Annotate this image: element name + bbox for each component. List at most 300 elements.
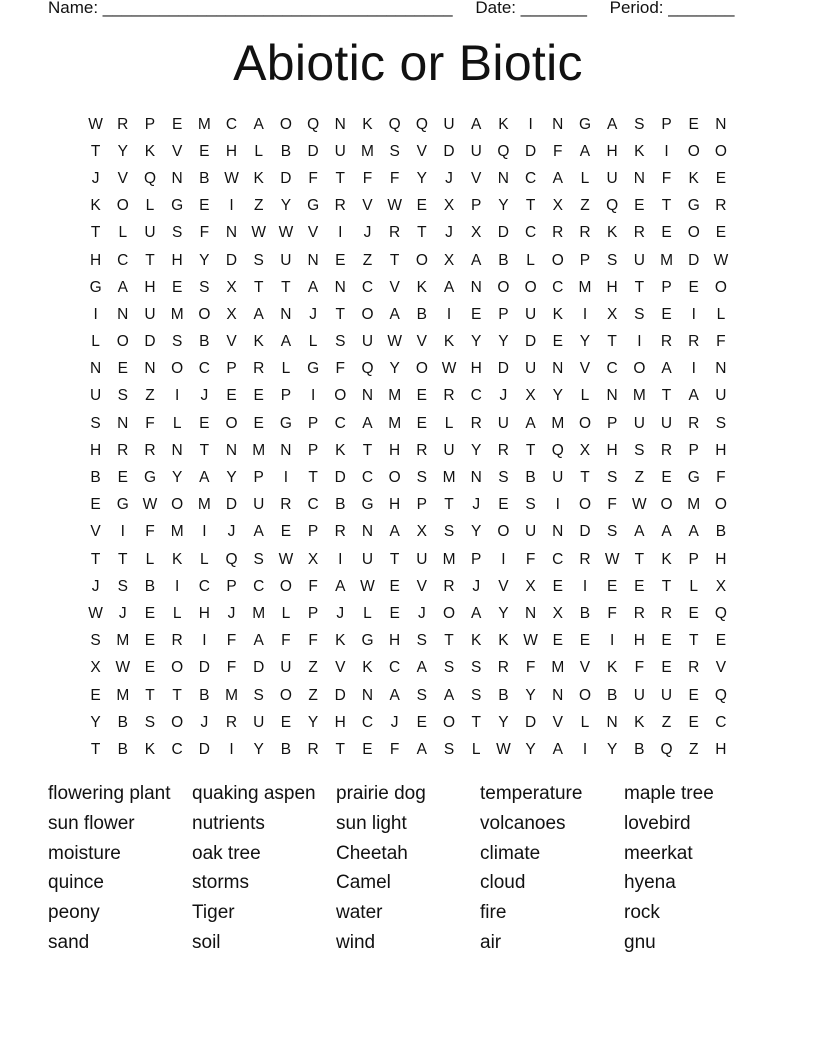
grid-letter[interactable]: D — [334, 469, 346, 487]
name-field[interactable]: Name: _____________________________________ — [48, 0, 453, 17]
grid-letter[interactable]: R — [389, 224, 401, 242]
grid-letter[interactable]: A — [389, 686, 400, 704]
grid-letter[interactable]: L — [145, 197, 155, 215]
grid-letter[interactable]: N — [715, 360, 727, 378]
grid-letter[interactable]: A — [471, 251, 482, 269]
grid-letter[interactable]: F — [145, 414, 155, 432]
date-field[interactable]: Date: _______ — [475, 0, 587, 17]
grid-letter[interactable]: G — [307, 197, 320, 215]
grid-letter[interactable]: H — [198, 604, 210, 622]
grid-letter[interactable]: N — [524, 604, 537, 622]
grid-letter[interactable]: O — [198, 305, 211, 323]
grid-letter[interactable]: I — [637, 333, 642, 351]
grid-letter[interactable]: A — [416, 740, 428, 758]
grid-letter[interactable]: I — [310, 387, 316, 405]
grid-letter[interactable]: Z — [661, 713, 672, 731]
grid-letter[interactable]: I — [120, 523, 125, 541]
grid-letter[interactable]: N — [280, 441, 292, 459]
grid-letter[interactable]: R — [660, 333, 673, 351]
grid-letter[interactable]: Y — [416, 169, 428, 187]
grid-letter[interactable]: L — [281, 360, 291, 378]
grid-letter[interactable]: S — [443, 523, 455, 541]
grid-letter[interactable]: T — [335, 169, 346, 187]
grid-letter[interactable]: N — [225, 224, 238, 242]
grid-letter[interactable]: J — [390, 713, 399, 731]
grid-letter[interactable]: V — [715, 659, 727, 677]
grid-letter[interactable]: R — [633, 224, 645, 242]
grid-letter[interactable]: Z — [253, 197, 264, 215]
grid-letter[interactable]: Z — [688, 740, 699, 758]
grid-letter[interactable]: I — [582, 740, 588, 758]
grid-letter[interactable]: X — [416, 523, 428, 541]
grid-letter[interactable]: D — [688, 251, 700, 269]
grid-letter[interactable]: P — [307, 414, 319, 432]
grid-letter[interactable]: U — [524, 360, 537, 378]
grid-letter[interactable]: I — [338, 550, 343, 568]
grid-letter[interactable]: K — [335, 441, 346, 459]
grid-letter[interactable]: V — [579, 360, 591, 378]
grid-letter[interactable]: A — [661, 523, 672, 541]
grid-letter[interactable]: R — [688, 414, 700, 432]
grid-letter[interactable]: V — [416, 333, 428, 351]
grid-letter[interactable]: O — [279, 686, 292, 704]
grid-letter[interactable]: C — [117, 251, 129, 269]
grid-letter[interactable]: V — [498, 577, 509, 595]
grid-letter[interactable]: N — [715, 115, 727, 133]
grid-letter[interactable]: T — [335, 305, 346, 323]
grid-letter[interactable]: G — [687, 197, 700, 215]
grid-letter[interactable]: N — [552, 686, 564, 704]
grid-letter[interactable]: M — [116, 686, 130, 704]
grid-letter[interactable]: W — [142, 496, 158, 514]
grid-letter[interactable]: A — [253, 632, 264, 650]
grid-letter[interactable]: N — [307, 251, 319, 269]
grid-letter[interactable]: R — [117, 441, 129, 459]
grid-letter[interactable]: D — [253, 659, 265, 677]
grid-letter[interactable]: L — [689, 577, 699, 595]
grid-letter[interactable]: R — [443, 387, 455, 405]
grid-letter[interactable]: I — [175, 577, 180, 595]
grid-letter[interactable]: Q — [660, 740, 673, 758]
grid-letter[interactable]: Z — [308, 686, 318, 704]
grid-letter[interactable]: N — [144, 360, 156, 378]
grid-letter[interactable]: H — [715, 441, 727, 459]
grid-letter[interactable]: L — [471, 740, 481, 758]
grid-letter[interactable]: I — [691, 360, 696, 378]
grid-letter[interactable]: A — [471, 115, 482, 133]
grid-letter[interactable]: Y — [117, 142, 128, 160]
grid-letter[interactable]: S — [443, 740, 455, 758]
grid-letter[interactable]: A — [362, 414, 373, 432]
grid-letter[interactable]: C — [253, 577, 265, 595]
grid-letter[interactable]: B — [498, 251, 509, 269]
grid-letter[interactable]: G — [89, 278, 102, 296]
grid-letter[interactable]: M — [660, 251, 673, 269]
grid-letter[interactable]: Y — [253, 740, 264, 758]
grid-letter[interactable]: N — [361, 686, 374, 704]
grid-letter[interactable]: M — [442, 469, 456, 487]
grid-letter[interactable]: V — [471, 169, 482, 187]
grid-letter[interactable]: O — [171, 713, 184, 731]
grid-letter[interactable]: M — [578, 278, 592, 296]
grid-letter[interactable]: M — [197, 496, 211, 514]
grid-letter[interactable]: J — [417, 604, 426, 622]
grid-letter[interactable]: U — [660, 686, 673, 704]
grid-letter[interactable]: L — [254, 142, 264, 160]
grid-letter[interactable]: U — [89, 387, 102, 405]
grid-letter[interactable]: M — [388, 387, 402, 405]
grid-letter[interactable]: V — [552, 713, 563, 731]
grid-letter[interactable]: C — [198, 577, 210, 595]
grid-letter[interactable]: T — [389, 550, 400, 568]
grid-letter[interactable]: P — [471, 197, 482, 215]
grid-letter[interactable]: A — [443, 686, 455, 704]
grid-letter[interactable]: N — [225, 441, 238, 459]
grid-letter[interactable]: Y — [525, 686, 536, 704]
grid-letter[interactable]: Y — [90, 713, 101, 731]
grid-letter[interactable]: R — [253, 360, 265, 378]
grid-letter[interactable]: I — [338, 224, 343, 242]
grid-letter[interactable]: E — [253, 387, 264, 405]
grid-letter[interactable]: F — [389, 740, 400, 758]
grid-letter[interactable]: N — [552, 523, 564, 541]
grid-letter[interactable]: P — [498, 305, 509, 323]
grid-letter[interactable]: S — [634, 115, 645, 133]
grid-letter[interactable]: B — [280, 740, 292, 758]
grid-letter[interactable]: D — [524, 713, 537, 731]
grid-letter[interactable]: P — [688, 550, 699, 568]
grid-letter[interactable]: L — [91, 333, 100, 351]
grid-letter[interactable]: J — [91, 169, 100, 187]
grid-letter[interactable]: S — [715, 414, 727, 432]
grid-letter[interactable]: K — [90, 197, 101, 215]
grid-letter[interactable]: E — [416, 387, 428, 405]
grid-letter[interactable]: K — [634, 713, 645, 731]
grid-letter[interactable]: G — [361, 632, 374, 650]
grid-letter[interactable]: L — [118, 224, 128, 242]
grid-letter[interactable]: E — [661, 659, 672, 677]
grid-letter[interactable]: C — [715, 713, 727, 731]
grid-letter[interactable]: V — [226, 333, 237, 351]
grid-letter[interactable]: B — [117, 740, 128, 758]
grid-letter[interactable]: W — [604, 550, 620, 568]
grid-letter[interactable]: A — [688, 523, 699, 541]
grid-letter[interactable]: N — [606, 713, 618, 731]
grid-letter[interactable]: N — [606, 387, 618, 405]
grid-letter[interactable]: K — [144, 740, 156, 758]
grid-letter[interactable]: B — [199, 686, 210, 704]
grid-letter[interactable]: Q — [714, 604, 727, 622]
grid-letter[interactable]: K — [471, 632, 482, 650]
grid-letter[interactable]: T — [118, 550, 128, 568]
grid-letter[interactable]: U — [633, 251, 645, 269]
grid-letter[interactable]: U — [524, 523, 537, 541]
grid-letter[interactable]: T — [253, 278, 264, 296]
grid-letter[interactable]: W — [251, 224, 267, 242]
grid-letter[interactable]: U — [416, 550, 428, 568]
grid-letter[interactable]: E — [199, 142, 210, 160]
grid-letter[interactable]: E — [199, 414, 210, 432]
grid-letter[interactable]: H — [171, 251, 183, 269]
grid-letter[interactable]: E — [117, 469, 128, 487]
grid-letter[interactable]: S — [416, 469, 428, 487]
grid-letter[interactable]: R — [579, 550, 591, 568]
grid-letter[interactable]: V — [416, 577, 428, 595]
grid-letter[interactable]: D — [225, 496, 238, 514]
grid-letter[interactable]: N — [117, 414, 129, 432]
grid-letter[interactable]: J — [336, 604, 345, 622]
grid-letter[interactable]: O — [578, 686, 591, 704]
grid-letter[interactable]: W — [224, 169, 239, 187]
grid-letter[interactable]: X — [307, 550, 319, 568]
grid-letter[interactable]: H — [144, 278, 156, 296]
grid-letter[interactable]: K — [144, 142, 156, 160]
grid-letter[interactable]: R — [497, 659, 509, 677]
grid-letter[interactable]: O — [714, 142, 727, 160]
grid-letter[interactable]: P — [661, 115, 672, 133]
grid-letter[interactable]: A — [606, 115, 618, 133]
grid-letter[interactable]: T — [281, 278, 291, 296]
grid-letter[interactable]: X — [443, 251, 455, 269]
grid-letter[interactable]: X — [90, 659, 101, 677]
grid-letter[interactable]: R — [579, 224, 591, 242]
grid-letter[interactable]: U — [253, 496, 265, 514]
grid-letter[interactable]: D — [280, 169, 292, 187]
grid-letter[interactable]: O — [633, 360, 646, 378]
grid-letter[interactable]: E — [335, 251, 346, 269]
grid-letter[interactable]: E — [715, 224, 727, 242]
grid-letter[interactable]: G — [279, 414, 292, 432]
grid-letter[interactable]: J — [200, 387, 209, 405]
grid-letter[interactable]: M — [442, 550, 456, 568]
grid-letter[interactable]: B — [715, 523, 727, 541]
grid-letter[interactable]: K — [253, 333, 264, 351]
grid-letter[interactable]: Y — [525, 740, 536, 758]
grid-letter[interactable]: E — [90, 686, 101, 704]
grid-letter[interactable]: M — [252, 441, 266, 459]
grid-letter[interactable]: F — [145, 523, 155, 541]
grid-letter[interactable]: S — [416, 632, 428, 650]
grid-letter[interactable]: S — [90, 632, 101, 650]
grid-letter[interactable]: W — [88, 115, 103, 133]
grid-letter[interactable]: S — [443, 659, 455, 677]
grid-letter[interactable]: E — [688, 713, 699, 731]
grid-letter[interactable]: V — [90, 523, 101, 541]
grid-letter[interactable]: S — [416, 686, 428, 704]
grid-letter[interactable]: L — [363, 604, 372, 622]
grid-letter[interactable]: O — [497, 523, 510, 541]
grid-letter[interactable]: E — [688, 115, 699, 133]
grid-letter[interactable]: C — [361, 278, 374, 296]
grid-letter[interactable]: C — [606, 360, 618, 378]
grid-letter[interactable]: M — [252, 604, 266, 622]
grid-letter[interactable]: A — [552, 740, 563, 758]
grid-letter[interactable]: W — [496, 740, 511, 758]
grid-letter[interactable]: J — [118, 604, 127, 622]
grid-letter[interactable]: U — [443, 441, 455, 459]
grid-letter[interactable]: N — [334, 278, 346, 296]
grid-letter[interactable]: C — [171, 740, 183, 758]
grid-letter[interactable]: E — [661, 224, 672, 242]
grid-letter[interactable]: D — [198, 659, 210, 677]
grid-letter[interactable]: X — [579, 441, 591, 459]
grid-letter[interactable]: K — [498, 632, 509, 650]
grid-letter[interactable]: P — [579, 251, 591, 269]
grid-letter[interactable]: P — [688, 441, 699, 459]
grid-letter[interactable]: S — [335, 333, 346, 351]
grid-letter[interactable]: E — [389, 577, 400, 595]
grid-letter[interactable]: Y — [498, 197, 509, 215]
grid-letter[interactable]: O — [279, 115, 292, 133]
grid-letter[interactable]: V — [307, 224, 319, 242]
grid-letter[interactable]: S — [525, 496, 536, 514]
grid-letter[interactable]: A — [634, 523, 645, 541]
grid-letter[interactable]: O — [415, 360, 428, 378]
grid-letter[interactable]: T — [362, 441, 373, 459]
grid-letter[interactable]: S — [606, 251, 618, 269]
grid-letter[interactable]: G — [687, 469, 700, 487]
grid-letter[interactable]: F — [716, 333, 726, 351]
grid-letter[interactable]: S — [171, 224, 183, 242]
grid-letter[interactable]: G — [116, 496, 129, 514]
grid-letter[interactable]: E — [253, 414, 264, 432]
grid-letter[interactable]: K — [634, 142, 645, 160]
grid-letter[interactable]: J — [499, 387, 508, 405]
grid-letter[interactable]: F — [199, 224, 210, 242]
grid-letter[interactable]: M — [551, 414, 565, 432]
grid-letter[interactable]: S — [144, 713, 156, 731]
grid-letter[interactable]: S — [117, 387, 128, 405]
grid-letter[interactable]: P — [416, 496, 428, 514]
grid-letter[interactable]: F — [362, 169, 373, 187]
grid-letter[interactable]: U — [660, 414, 673, 432]
grid-letter[interactable]: L — [580, 169, 590, 187]
grid-letter[interactable]: U — [606, 169, 618, 187]
grid-letter[interactable]: I — [202, 523, 207, 541]
grid-letter[interactable]: B — [525, 469, 536, 487]
grid-letter[interactable]: T — [335, 740, 346, 758]
grid-letter[interactable]: T — [444, 496, 454, 514]
grid-letter[interactable]: T — [661, 577, 672, 595]
grid-letter[interactable]: C — [524, 169, 537, 187]
grid-letter[interactable]: S — [389, 142, 400, 160]
grid-letter[interactable]: D — [144, 333, 156, 351]
grid-letter[interactable]: N — [633, 169, 645, 187]
grid-letter[interactable]: I — [229, 197, 234, 215]
grid-letter[interactable]: H — [606, 278, 618, 296]
grid-letter[interactable]: O — [443, 604, 456, 622]
grid-letter[interactable]: K — [416, 278, 428, 296]
grid-letter[interactable]: E — [117, 360, 128, 378]
grid-letter[interactable]: F — [607, 604, 617, 622]
grid-letter[interactable]: M — [687, 496, 701, 514]
grid-letter[interactable]: C — [225, 115, 238, 133]
grid-letter[interactable]: W — [387, 197, 402, 215]
grid-letter[interactable]: V — [416, 142, 428, 160]
grid-letter[interactable]: H — [715, 550, 727, 568]
grid-letter[interactable]: D — [443, 142, 455, 160]
grid-letter[interactable]: M — [388, 414, 402, 432]
grid-letter[interactable]: F — [308, 169, 318, 187]
grid-letter[interactable]: Q — [415, 115, 428, 133]
grid-letter[interactable]: L — [526, 251, 535, 269]
grid-letter[interactable]: L — [145, 550, 155, 568]
grid-letter[interactable]: R — [144, 441, 156, 459]
grid-letter[interactable]: O — [714, 496, 727, 514]
grid-letter[interactable]: G — [143, 469, 156, 487]
grid-letter[interactable]: E — [280, 523, 292, 541]
grid-letter[interactable]: T — [525, 197, 536, 215]
grid-letter[interactable]: Y — [471, 441, 482, 459]
grid-letter[interactable]: E — [552, 632, 563, 650]
grid-letter[interactable]: M — [632, 387, 646, 405]
grid-letter[interactable]: Y — [280, 197, 292, 215]
grid-letter[interactable]: D — [497, 360, 509, 378]
grid-letter[interactable]: O — [334, 387, 347, 405]
grid-letter[interactable]: I — [501, 550, 506, 568]
grid-letter[interactable]: E — [715, 632, 727, 650]
grid-letter[interactable]: H — [715, 740, 727, 758]
grid-letter[interactable]: U — [470, 142, 482, 160]
grid-letter[interactable]: L — [172, 414, 182, 432]
grid-letter[interactable]: W — [713, 251, 729, 269]
grid-letter[interactable]: N — [552, 115, 564, 133]
grid-letter[interactable]: K — [335, 632, 346, 650]
grid-letter[interactable]: E — [552, 577, 563, 595]
grid-letter[interactable]: S — [606, 523, 618, 541]
grid-letter[interactable]: E — [199, 197, 210, 215]
grid-letter[interactable]: Y — [471, 333, 482, 351]
grid-letter[interactable]: Q — [388, 115, 401, 133]
grid-letter[interactable]: B — [199, 333, 210, 351]
grid-letter[interactable]: K — [362, 659, 373, 677]
grid-letter[interactable]: W — [441, 360, 457, 378]
grid-letter[interactable]: T — [308, 469, 318, 487]
grid-letter[interactable]: D — [225, 251, 238, 269]
grid-letter[interactable]: F — [553, 142, 563, 160]
grid-letter[interactable]: R — [443, 577, 455, 595]
grid-letter[interactable]: M — [225, 686, 238, 704]
grid-letter[interactable]: R — [334, 523, 346, 541]
grid-letter[interactable]: P — [307, 604, 319, 622]
grid-letter[interactable]: I — [446, 305, 452, 323]
grid-letter[interactable]: F — [525, 550, 536, 568]
grid-letter[interactable]: F — [661, 169, 672, 187]
grid-letter[interactable]: T — [389, 251, 400, 269]
grid-letter[interactable]: Z — [580, 197, 590, 215]
grid-letter[interactable]: I — [283, 469, 289, 487]
grid-letter[interactable]: U — [443, 115, 455, 133]
grid-letter[interactable]: J — [445, 224, 453, 242]
grid-letter[interactable]: E — [416, 713, 428, 731]
grid-letter[interactable]: A — [661, 360, 672, 378]
grid-letter[interactable]: H — [633, 632, 645, 650]
grid-letter[interactable]: W — [360, 577, 375, 595]
grid-letter[interactable]: L — [580, 387, 590, 405]
grid-letter[interactable]: O — [116, 197, 129, 215]
grid-letter[interactable]: U — [280, 659, 292, 677]
grid-letter[interactable]: K — [498, 115, 509, 133]
grid-letter[interactable]: U — [497, 414, 509, 432]
grid-letter[interactable]: E — [144, 604, 156, 622]
grid-letter[interactable]: L — [308, 333, 318, 351]
grid-letter[interactable]: X — [443, 197, 455, 215]
grid-letter[interactable]: U — [334, 142, 346, 160]
grid-letter[interactable]: O — [171, 496, 184, 514]
grid-letter[interactable]: F — [607, 496, 617, 514]
grid-letter[interactable]: C — [389, 659, 401, 677]
grid-letter[interactable]: T — [90, 224, 101, 242]
